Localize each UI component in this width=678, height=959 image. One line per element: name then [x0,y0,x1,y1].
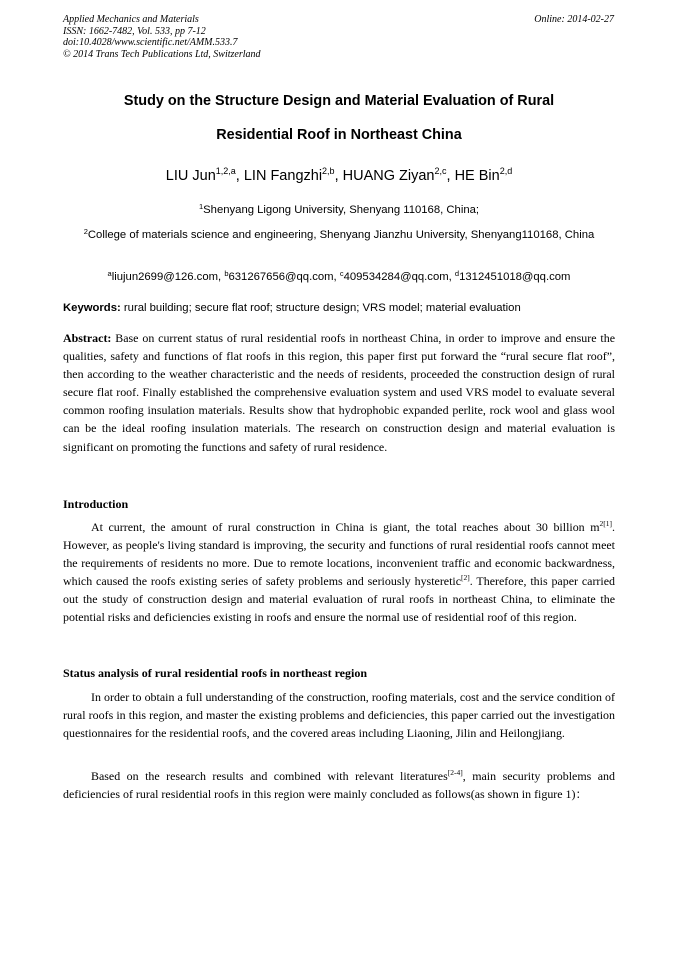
paper-title-line2: Residential Roof in Northeast China [216,127,462,143]
keywords-label: Keywords: [63,302,121,314]
doi-line: doi:10.4028/www.scientific.net/AMM.533.7 [63,37,238,48]
affiliation-text: College of materials science and engineering, Shenyang Jianzhu University, Shenyang110168, China [87,229,595,241]
keywords [63,300,615,316]
issn-line: ISSN: 1662-7482, Vol. 533, pp 7-12 [63,25,206,37]
keywords-text: rural building; secure flat roof; structure design; VRS model; material evaluation [120,302,521,314]
citation-sup: 2[1] [599,519,613,528]
author-affil-sup: 2,b [322,166,335,176]
email-list [63,268,615,287]
email-address: 1312451018@qq.com [459,271,571,283]
status-paragraph-1: In order to obtain a full understanding of the construction, roofing materials, cost and the service condition of rural roofs in this region, and master the existing problems and deficiencies, this paper carried out the investigation questionnaires for the residential roofs, and the covered areas including Liaoning, Jilin and Heilongjiang. [63,690,615,741]
author-affil-sup: 2,c [434,166,447,176]
affiliation-2 [63,226,615,245]
citation-sup: [2] [461,573,470,583]
email-address: liujun2699@126.com, [111,271,222,283]
copyright-line: © 2014 Trans Tech Publications Ltd, Switzerland [63,48,261,60]
author-name: LIN Fangzhi [243,168,323,184]
section-heading-introduction: Introduction [63,497,129,511]
email-address: 409534284@qq.com, [343,271,452,283]
email-sup: c [339,269,344,278]
paragraph-text: . However, as people's living standard is improving, the security and functions of rural residential roofs cannot meet the requirements of residents no more. Due to remote locations, inconvenient traffic and economic backwardness, which caused the roofs existing series of safety problems and seriously hysteretic [63,520,615,589]
abstract [63,329,615,456]
email-sup: d [454,269,460,278]
author-name: HE Bin [454,168,500,184]
affiliation-1 [63,201,615,220]
paper-title-line1: Study on the Structure Design and Material Evaluation of Rural [123,93,555,109]
author-name: LIU Jun [165,168,216,184]
paragraph-text: Based on the research results and combined with relevant literatures [91,769,448,783]
author-name: HUANG Ziyan [342,168,435,184]
citation-sup: [2-4] [447,768,463,777]
affiliation-sup: 2 [83,227,88,236]
section-heading-status: Status analysis of rural residential roofs in northeast region [63,666,368,680]
email-sup: b [224,269,229,278]
author-list: LIU Jun$^{1,2,a}$, LIN Fangzhi$^{2,b}$, HUANG Ziyan$^{2,c}$, HE Bin$^{2,d}$ [165,166,513,184]
journal-header [63,14,261,60]
author-affil-sup: 1,2,a [215,166,236,176]
abstract-text: Base on current status of rural residential roofs in northeast China, in order to improve and ensure the qualities, safety and functions of flat roofs in this region, this paper first put forward the “rural secure flat roof”, then according to the weather characteristic and the needs of residents, proceeded the construction design of rural secure flat roof. Finally established the comprehensive evaluation system and used VRS model to evaluate several common roofing insulation materials. Results show that hydrophobic expanded perlite, rock wool and glass wool can be the ideal roofing insulation materials. The research on construction design and material evaluation is significant on promoting the functions and safety of rural residence. [63,331,615,454]
author-affil-sup: 2,d [499,166,513,176]
abstract-label: Abstract: [63,331,112,345]
introduction-paragraph [63,518,615,627]
paragraph-text: . Therefore, this paper carried out the study of construction design and material evaluation of rural roofs in northeast China, to eliminate the potential risks and deficiencies existing in roofs and ensure the normal use of residential roof of this region. [63,574,615,625]
email-address: 631267656@qq.com, [228,271,337,283]
paragraph-text: At current, the amount of rural construction in China is giant, the total reaches about 30 billion m [91,520,600,534]
affiliation-sup: 1 [198,202,204,211]
affiliation-text: Shenyang Ligong University, Shenyang 110168, China; [203,204,480,216]
journal-name: Applied Mechanics and Materials [63,14,199,25]
paragraph-text: , main security problems and deficiencies of rural residential roofs in this region were mainly concluded as follows(as shown in figure 1)： [63,769,615,802]
email-sup: a [107,269,112,278]
status-paragraph-2 [63,767,615,803]
online-date: Online: 2014-02-27 [534,14,614,25]
